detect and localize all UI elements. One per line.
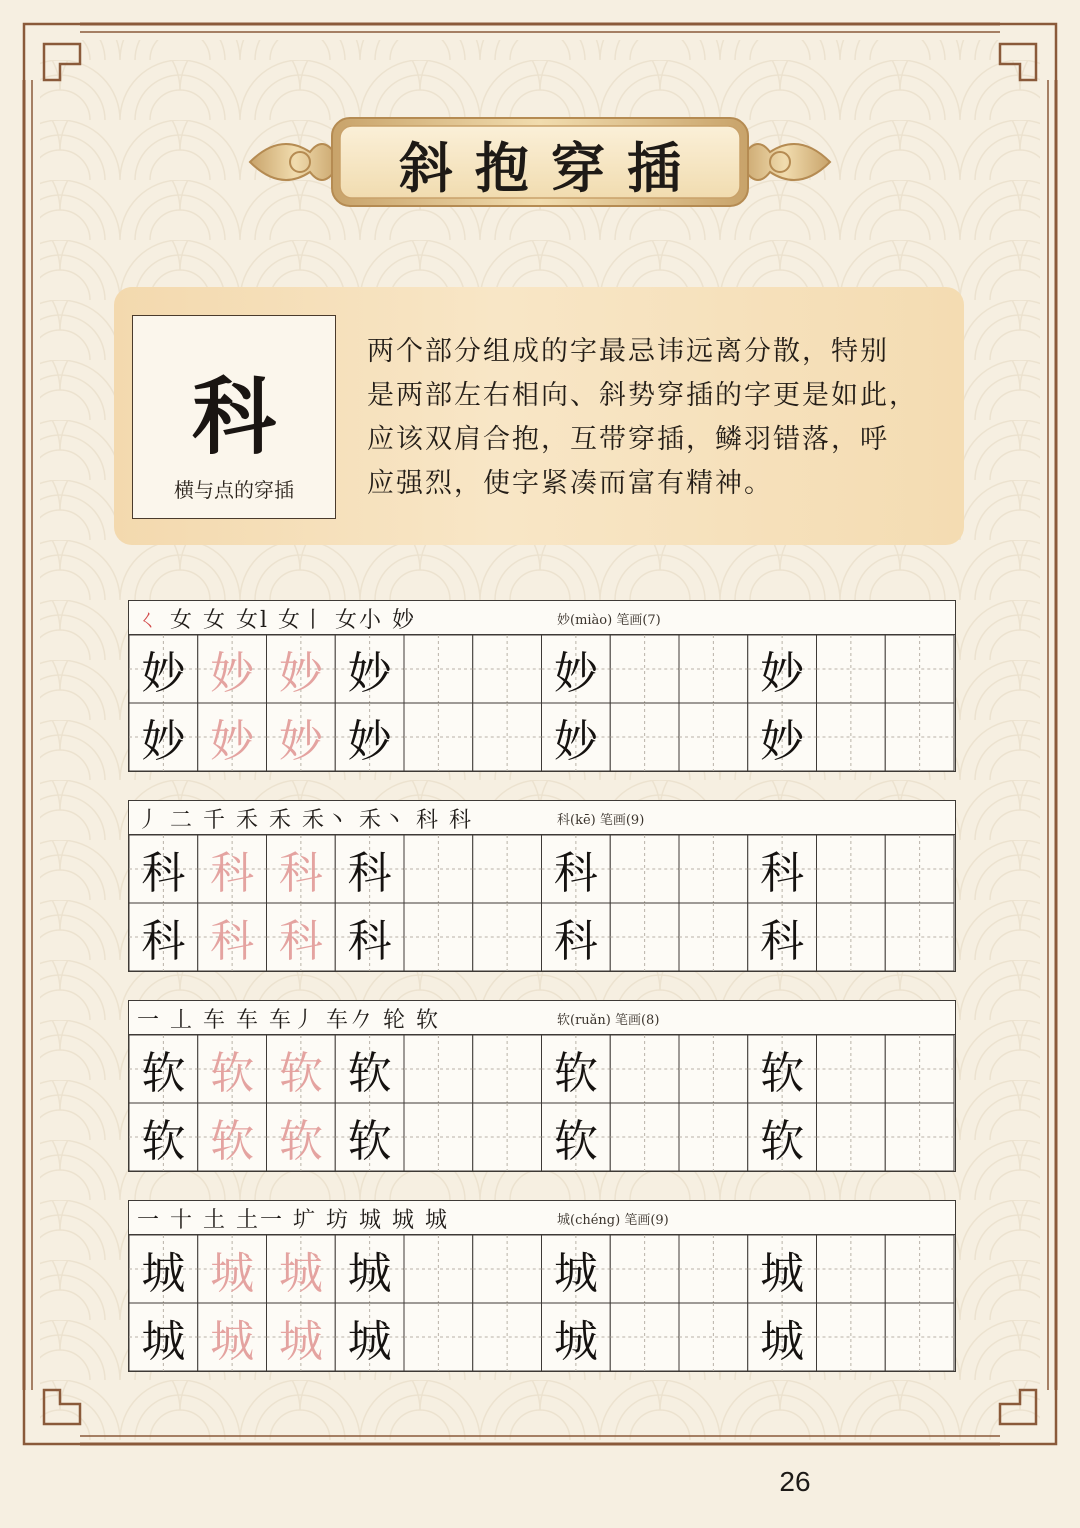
grid-cell[interactable] [817, 635, 886, 703]
model-character: 科 [553, 848, 598, 899]
grid-cell[interactable] [817, 703, 886, 771]
stroke-step: 土一 [236, 1208, 293, 1233]
grid-cell[interactable] [817, 1035, 886, 1103]
model-character: 科 [141, 916, 186, 967]
stroke-order-row [129, 801, 955, 835]
grid-cell[interactable] [404, 903, 473, 971]
grid-cell[interactable] [610, 1303, 679, 1371]
model-character: 科 [347, 848, 392, 899]
model-character: 城 [347, 1316, 392, 1367]
practice-block-cheng [128, 1200, 956, 1372]
grid-cell[interactable] [817, 835, 886, 903]
intro-line: 是两部左右相向、斜势穿插的字更是如此， [367, 380, 918, 411]
stroke-step: 一 [137, 1208, 170, 1233]
stroke-step: 车𠂊 [326, 1008, 383, 1033]
grid-cell[interactable] [679, 703, 748, 771]
model-character: 软 [553, 1048, 598, 1099]
stroke-step: 二 [170, 808, 203, 833]
intro-line: 应强烈，使字紧凑而富有精神。 [367, 468, 773, 499]
grid-cell[interactable] [404, 1303, 473, 1371]
trace-character: 软 [210, 1116, 255, 1167]
grid-cell[interactable] [610, 903, 679, 971]
page-title: 斜抱穿插 [399, 135, 703, 200]
grid-cell[interactable] [885, 835, 954, 903]
model-character: 城 [553, 1316, 598, 1367]
stroke-step: 十 [170, 1208, 203, 1233]
model-character: 软 [347, 1048, 392, 1099]
grid-cell[interactable] [473, 1035, 542, 1103]
model-character: 妙 [760, 648, 805, 699]
model-character: 城 [141, 1316, 186, 1367]
model-character: 城 [141, 1248, 186, 1299]
character-info: 科(kē) 笔画(9) [557, 813, 645, 828]
grid-cell[interactable] [817, 1103, 886, 1171]
stroke-step: 禾 [236, 808, 269, 833]
stroke-step: 禾 [269, 808, 302, 833]
trace-character: 城 [278, 1316, 323, 1367]
stroke-step: 女l [236, 608, 279, 633]
stroke-sequence [137, 1203, 449, 1234]
grid-cell[interactable] [404, 1035, 473, 1103]
stroke-step: 丄 [170, 1008, 203, 1033]
example-character-box [132, 315, 336, 519]
model-character: 科 [553, 916, 598, 967]
grid-cell[interactable] [610, 1103, 679, 1171]
grid-cell[interactable] [404, 835, 473, 903]
stroke-order-row [129, 601, 955, 635]
grid-cell[interactable] [473, 1303, 542, 1371]
trace-character: 科 [278, 916, 323, 967]
stroke-step: 女丨 [278, 608, 336, 633]
model-character: 妙 [553, 648, 598, 699]
grid-cell[interactable] [473, 903, 542, 971]
model-character: 软 [553, 1116, 598, 1167]
stroke-step: 软 [416, 1008, 441, 1033]
stroke-order-row [129, 1001, 955, 1035]
grid-cell[interactable] [473, 1103, 542, 1171]
stroke-step: 轮 [383, 1008, 416, 1033]
practice-block-ke [128, 800, 956, 972]
trace-character: 软 [278, 1048, 323, 1099]
model-character: 妙 [760, 716, 805, 767]
grid-cell[interactable] [679, 635, 748, 703]
stroke-step: 车丿 [269, 1008, 326, 1033]
grid-cell[interactable] [610, 635, 679, 703]
grid-cell[interactable] [679, 1103, 748, 1171]
example-caption: 横与点的穿插 [174, 478, 294, 502]
grid-cell[interactable] [679, 835, 748, 903]
grid-cell[interactable] [885, 1235, 954, 1303]
stroke-step: 圹 [293, 1208, 326, 1233]
grid-cell[interactable] [885, 903, 954, 971]
model-character: 城 [760, 1248, 805, 1299]
grid-cell[interactable] [885, 1035, 954, 1103]
stroke-step: 城 [392, 1208, 425, 1233]
stroke-step: ㄑ [137, 608, 170, 633]
trace-character: 城 [278, 1248, 323, 1299]
model-character: 软 [141, 1116, 186, 1167]
trace-character: 科 [278, 848, 323, 899]
stroke-step: 坊 [326, 1208, 359, 1233]
grid-cell[interactable] [679, 1303, 748, 1371]
model-character: 妙 [141, 648, 186, 699]
grid-cell[interactable] [610, 1035, 679, 1103]
grid-cell[interactable] [885, 635, 954, 703]
stroke-step: 科 [449, 808, 474, 833]
grid-cell[interactable] [404, 1235, 473, 1303]
grid-cell[interactable] [610, 703, 679, 771]
intro-line: 应该双肩合抱，互带穿插，鳞羽错落，呼 [367, 424, 889, 455]
stroke-step: 禾丶 [302, 808, 359, 833]
grid-cell[interactable] [404, 635, 473, 703]
grid-cell[interactable] [473, 635, 542, 703]
model-character: 妙 [553, 716, 598, 767]
model-character: 城 [760, 1316, 805, 1367]
example-character: 科 [191, 367, 276, 466]
trace-character: 妙 [278, 716, 323, 767]
stroke-step: 车 [203, 1008, 236, 1033]
trace-character: 妙 [210, 648, 255, 699]
grid-cell[interactable] [404, 1103, 473, 1171]
trace-character: 城 [210, 1248, 255, 1299]
model-character: 科 [347, 916, 392, 967]
model-character: 软 [760, 1048, 805, 1099]
model-character: 科 [760, 848, 805, 899]
grid-cell[interactable] [610, 1235, 679, 1303]
stroke-step: 车 [236, 1008, 269, 1033]
practice-block-miao [128, 600, 956, 772]
intro-line: 两个部分组成的字最忌讳远离分散，特别 [367, 336, 889, 367]
stroke-step: 禾丶 [359, 808, 416, 833]
grid-cell[interactable] [679, 1035, 748, 1103]
trace-character: 科 [210, 848, 255, 899]
model-character: 软 [141, 1048, 186, 1099]
model-character: 城 [553, 1248, 598, 1299]
stroke-step: 女 [203, 608, 236, 633]
grid-cell[interactable] [473, 835, 542, 903]
stroke-order-row [129, 1201, 955, 1235]
stroke-step: 科 [416, 808, 449, 833]
grid-cell[interactable] [817, 903, 886, 971]
model-character: 妙 [347, 648, 392, 699]
model-character: 妙 [347, 716, 392, 767]
model-character: 妙 [141, 716, 186, 767]
character-info: 妙(miào) 笔画(7) [557, 613, 661, 628]
grid-cell[interactable] [885, 1303, 954, 1371]
trace-character: 软 [210, 1048, 255, 1099]
stroke-step: 女小 [335, 608, 393, 633]
grid-cell[interactable] [817, 1235, 886, 1303]
model-character: 科 [760, 916, 805, 967]
grid-cell[interactable] [679, 1235, 748, 1303]
trace-character: 妙 [278, 648, 323, 699]
grid-cell[interactable] [473, 703, 542, 771]
grid-cell[interactable] [404, 703, 473, 771]
grid-cell[interactable] [473, 1235, 542, 1303]
stroke-step: 千 [203, 808, 236, 833]
grid-cell[interactable] [817, 1303, 886, 1371]
trace-character: 软 [278, 1116, 323, 1167]
model-character: 城 [347, 1248, 392, 1299]
trace-character: 妙 [210, 716, 255, 767]
stroke-step: 土 [203, 1208, 236, 1233]
stroke-sequence [137, 603, 416, 634]
trace-character: 城 [210, 1316, 255, 1367]
stroke-step: 妙 [392, 608, 417, 633]
stroke-sequence [137, 1003, 440, 1034]
stroke-step: 女 [170, 608, 203, 633]
stroke-sequence [137, 803, 473, 834]
practice-block-ruan [128, 1000, 956, 1172]
model-character: 软 [347, 1116, 392, 1167]
grid-cell[interactable] [679, 903, 748, 971]
intro-paragraph [367, 330, 947, 506]
grid-cell[interactable] [885, 1103, 954, 1171]
model-character: 科 [141, 848, 186, 899]
grid-cell[interactable] [610, 835, 679, 903]
stroke-step: 丿 [137, 808, 170, 833]
stroke-step: 一 [137, 1008, 170, 1033]
grid-cell[interactable] [885, 703, 954, 771]
stroke-step: 城 [359, 1208, 392, 1233]
trace-character: 科 [210, 916, 255, 967]
model-character: 软 [760, 1116, 805, 1167]
page-number: 26 [779, 1466, 811, 1497]
character-info: 城(chéng) 笔画(9) [557, 1213, 669, 1228]
character-info: 软(ruǎn) 笔画(8) [557, 1013, 660, 1028]
stroke-step: 城 [425, 1208, 450, 1233]
